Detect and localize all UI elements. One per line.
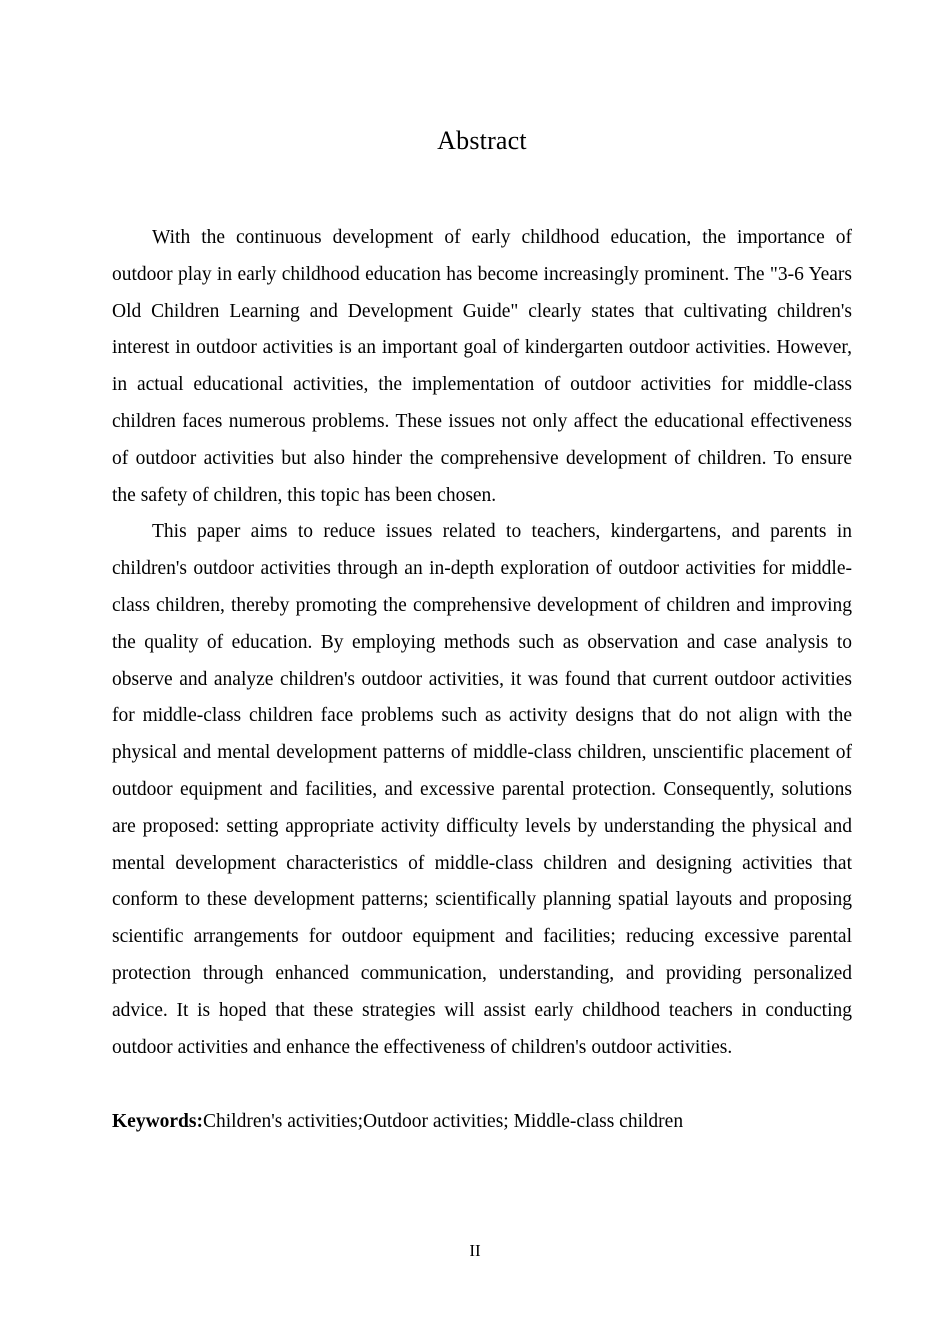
keywords-value: Children's activities;Outdoor activities; Middle-class children	[203, 1111, 684, 1133]
abstract-paragraph-2: This paper aims to reduce issues related to teachers, kindergartens, and parents in children's outdoor activities through an in-depth exploration of outdoor activities for middle-class children, thereby promoting the comprehensive development of children and improving the quality of education. By employing methods such as observation and case analysis to observe and analyze children's outdoor activities, it was found that current outdoor activities for middle-class children face problems such as activity designs that do not align with the physical and mental development patterns of middle-class children, unscientific placement of outdoor equipment and facilities, and excessive parental protection. Consequently, solutions are proposed: setting appropriate activity difficulty levels by understanding the physical and mental development characteristics of middle-class children and designing activities that conform to these development patterns; scientifically planning spatial layouts and proposing scientific arrangements for outdoor equipment and facilities; reducing excessive parental protection through enhanced communication, understanding, and providing personalized advice. It is hoped that these strategies will assist early childhood teachers in conducting outdoor activities and enhance the effectiveness of children's outdoor activities.	[112, 521, 852, 1058]
keywords-label: Keywords:	[112, 1111, 203, 1133]
keywords-line	[112, 1066, 852, 1141]
abstract-paragraph-1: With the continuous development of early childhood education, the importance of outdoor play in early childhood education has become increasingly prominent. The "3-6 Years Old Children Learning and Development Guide" clearly states that cultivating children's interest in outdoor activities is an important goal of kindergarten outdoor activities. However, in actual educational activities, the implementation of outdoor activities for middle-class children faces numerous problems. These issues not only affect the educational effectiveness of outdoor activities but also hinder the comprehensive development of children. To ensure the safety of children, this topic has been chosen.	[112, 227, 852, 506]
abstract-body	[112, 220, 852, 1066]
page-number-footer: II	[469, 1241, 481, 1260]
page-content	[112, 0, 852, 1141]
page-title: Abstract	[437, 126, 527, 155]
